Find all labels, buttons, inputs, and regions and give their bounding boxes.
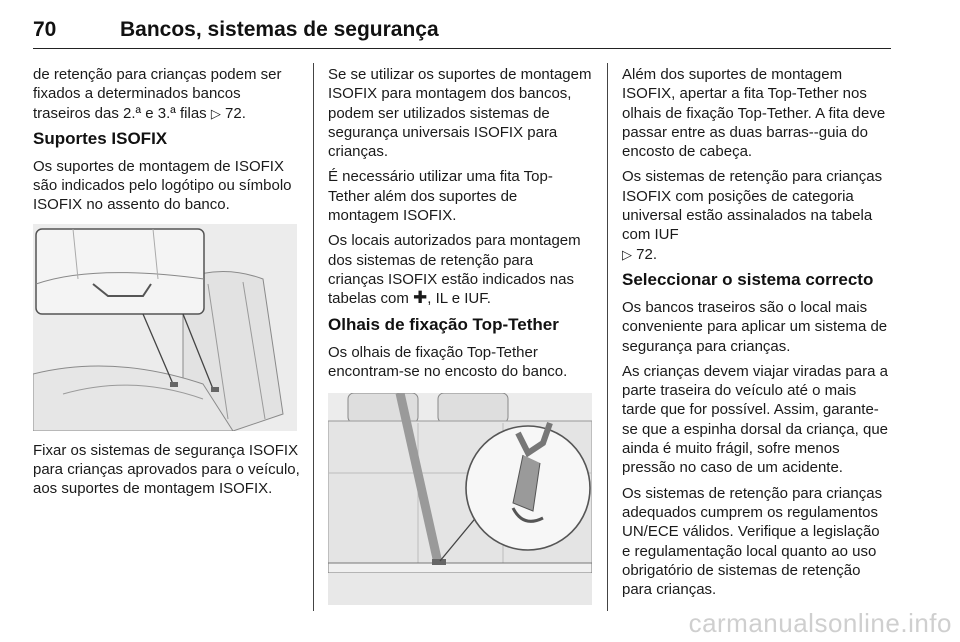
paragraph-text: de retenção para crianças podem ser fixados a determinados bancos traseiros das 2.ª e 3.ª filas xyxy=(33,66,282,122)
section-heading-top-tether: Olhais de fixação Top-Tether xyxy=(328,314,559,334)
page-number: 70 xyxy=(33,18,57,41)
paragraph: Além dos suportes de montagem ISOFIX, apertar a fita Top-Tether nos olhais de fixação Top-Tether. A fita deve passar entre as duas barras--guia do encosto de cabeça. xyxy=(622,66,886,161)
top-tether-seat-drawing xyxy=(328,393,592,605)
paragraph: Fixar os sistemas de segurança ISOFIX para crianças aprovados para o veículo, aos suportes de montagem ISOFIX. xyxy=(33,441,300,498)
page-title: Bancos, sistemas de segurança xyxy=(120,18,439,41)
isofix-plus-icon: ✚ xyxy=(413,288,428,308)
paragraph xyxy=(328,231,592,308)
section-heading-select-system: Seleccionar o sistema correcto xyxy=(622,269,874,289)
isofix-seat-drawing xyxy=(33,224,297,431)
column-2 xyxy=(328,65,592,615)
paragraph xyxy=(622,167,892,263)
isofix-mount-illustration xyxy=(33,224,297,431)
paragraph: Os bancos traseiros são o local mais conveniente para aplicar um sistema de segurança para crianças. xyxy=(622,298,888,355)
paragraph: Se se utilizar os suportes de montagem ISOFIX para montagem dos bancos, podem ser utilizados sistemas de segurança universais ISOFIX para crianças. xyxy=(328,66,592,161)
paragraph-text: Os sistemas de retenção para crianças ISOFIX com posições de categoria universal estão assinalados na tabela com IUF xyxy=(622,168,883,244)
page-reference[interactable]: 72. xyxy=(632,245,658,263)
paragraph: As crianças devem viajar viradas para a parte traseira do veículo até o mais tarde que for possível. Assim, garante-se que a espinha dorsal da criança, que ainda é muito frágil, sofre menos pressão no caso de um acidente. xyxy=(622,362,889,477)
column-3 xyxy=(622,65,892,605)
column-1 xyxy=(33,65,301,505)
paragraph: Os sistemas de retenção para crianças adequados cumprem os regulamentos UN/ECE válidos. Verifique a legislação e regulamentação local quanto ao uso obrigatório de sistemas de retenção para crianças. xyxy=(622,484,883,599)
paragraph-text: , IL e IUF. xyxy=(427,290,491,308)
top-tether-illustration xyxy=(328,393,592,605)
paragraph: É necessário utilizar uma fita Top-Tether além dos suportes de montagem ISOFIX. xyxy=(328,168,553,225)
page-reference-arrow-icon: ▷ xyxy=(210,105,221,121)
paragraph: Os suportes de montagem de ISOFIX são indicados pelo logótipo ou símbolo ISOFIX no assento do banco. xyxy=(33,157,292,214)
paragraph: Os olhais de fixação Top-Tether encontram-se no encosto do banco. xyxy=(328,343,568,380)
section-heading-isofix: Suportes ISOFIX xyxy=(33,128,168,148)
page-reference-arrow-icon: ▷ xyxy=(622,246,632,262)
column-divider-2 xyxy=(607,63,608,611)
page-header xyxy=(33,14,891,49)
page-reference[interactable]: 72. xyxy=(220,104,246,122)
paragraph-text: Os locais autorizados para montagem dos sistemas de retenção para crianças ISOFIX estão indicados nas tabelas com xyxy=(328,232,581,308)
column-divider-1 xyxy=(313,63,314,611)
paragraph xyxy=(33,65,301,123)
watermark: carmanualsonline.info xyxy=(688,608,952,638)
